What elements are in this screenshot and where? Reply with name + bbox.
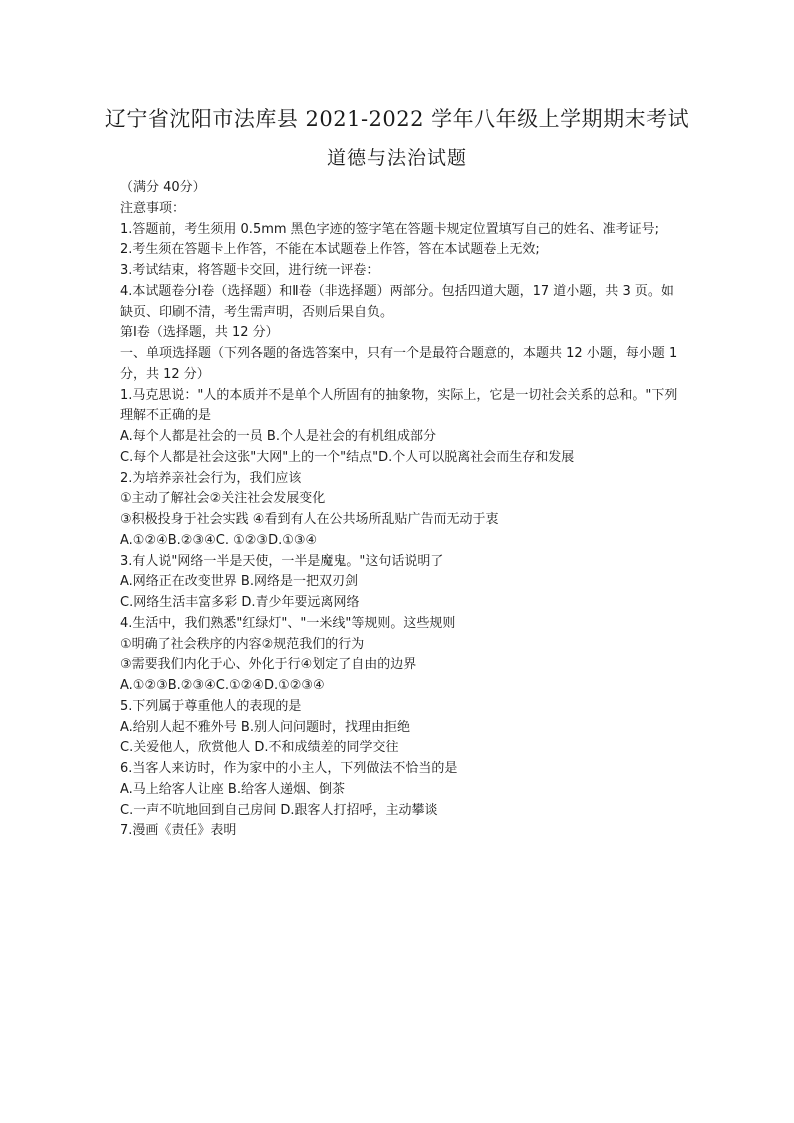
section-heading: 第Ⅰ卷（选择题，共 12 分） [120,325,279,341]
question-stem: 4.生活中，我们熟悉"红绿灯"、"一米线"等规则。这些规则 [120,615,456,631]
question-stem: 2.为培养亲社会行为，我们应该 [120,470,302,486]
question-stem: 5.下列属于尊重他人的表现的是 [120,698,302,714]
question-options: A.网络正在改变世界 B.网络是一把双刃剑 [120,574,358,590]
question-3 [120,552,682,614]
question-statements: ③积极投身于社会实践 ④看到有人在公共场所乱贴广告而无动于衷 [120,512,499,527]
notice-item: 1.答题前，考生须用 0.5mm 黑色字迹的签字笔在答题卡规定位置填写自己的姓名、准考证号; [120,221,660,237]
question-options: A.给别人起不雅外号 B.别人问问题时，找理由拒绝 [120,719,410,735]
notice-heading: 注意事项： [120,200,186,216]
question-options: C.关爱他人，欣赏他人 D.不和成绩差的同学交往 [120,740,399,756]
question-options: C.一声不吭地回到自己房间 D.跟客人打招呼，主动攀谈 [120,802,438,818]
question-7 [120,821,682,842]
notice-item: 4.本试题卷分Ⅰ卷（选择题）和Ⅱ卷（非选择题）两部分。包括四道大题，17 道小题，共 3 页。如缺页、印刷不清，考生需声明，否则后果自负。 [120,283,674,320]
notice-item: 2.考生须在答题卡上作答，不能在本试题卷上作答，答在本试题卷上无效; [120,242,540,258]
question-stem: 3.有人说"网络一半是天使，一半是魔鬼。"这句话说明了 [120,553,444,569]
question-6 [120,759,682,821]
score-note: （满分 40分） [120,180,206,195]
exam-subtitle: 道德与法治试题 [326,147,467,169]
question-options: A.每个人都是社会的一员 B.个人是社会的有机组成部分 [120,429,436,444]
question-options: C.每个人都是社会这张"大网"上的一个"结点"D.个人可以脱离社会而生存和发展 [120,449,575,465]
question-options: C.网络生活丰富多彩 D.青少年要远离网络 [120,595,360,610]
question-stem: 6.当客人来访时，作为家中的小主人，下列做法不恰当的是 [120,761,458,776]
exam-title: 辽宁省沈阳市法库县 2021-2022 学年八年级上学期期末考试 [104,107,690,131]
question-4 [120,614,682,697]
question-statements: ③需要我们内化于心、外化于行④划定了自由的边界 [120,657,417,673]
question-statements: ①明确了社会秩序的内容②规范我们的行为 [120,636,365,652]
question-options: A.马上给客人让座 B.给客人递烟、倒茶 [120,781,345,797]
question-statements: ①主动了解社会②关注社会发展变化 [120,491,326,507]
question-1 [120,386,682,469]
question-stem: 1.马克思说："人的本质并不是单个人所固有的抽象物，实际上，它是一切社会关系的总和。"下列理解不正确的是 [120,387,678,424]
notice-item: 3.考试结束，将答题卡交回，进行统一评卷： [120,263,380,278]
question-2 [120,469,682,552]
question-5 [120,697,682,759]
exam-body [120,178,682,842]
question-stem: 7.漫画《责任》表明 [120,823,237,839]
question-options: A.①②④B.②③④C. ①②③D.①③④ [120,532,318,548]
part-instruction: 一、单项选择题（下列各题的备选答案中，只有一个是最符合题意的，本题共 12 小题，每小题 1 分，共 12 分） [120,346,678,382]
question-options: A.①②③B.②③④C.①②④D.①②③④ [120,678,325,693]
